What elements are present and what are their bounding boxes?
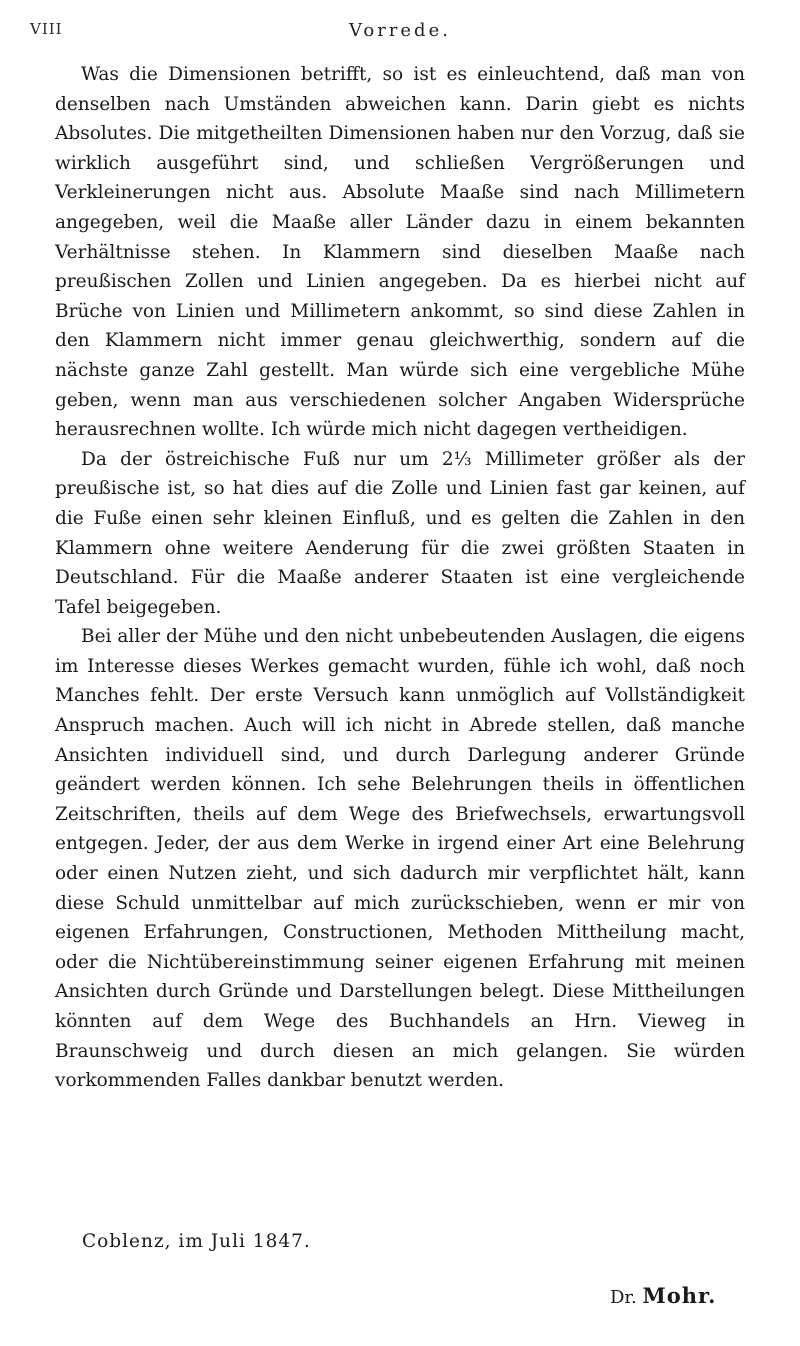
paragraph-acknowledgement: Bei aller der Mühe und den nicht unbebeutenden Auslagen, die eigens im Interesse dieses Werkes gemacht wurden, fühle ich wohl, daß noch Manches fehlt. Der erste Versuch kann unmöglich auf Vollständigkeit Anspruch machen. Auch will ich nicht in Abrede stellen, daß manche Ansichten individuell sind, und durch Darlegung anderer Gründe geändert werden können. Ich sehe Belehrungen theils in öffentlichen Zeitschriften, theils auf dem Wege des Briefwechsels, erwartungsvoll entgegen. Jeder, der aus dem Werke in irgend einer Art eine Belehrung oder einen Nutzen zieht, und sich dadurch mir verpflichtet hält, kann diese Schuld unmittelbar auf mich zurückschieben, wenn er mir von eigenen Erfahrungen, Constructionen, Methoden Mittheilung macht, oder die Nichtübereinstimmung seiner eigenen Erfahrung mit meinen Ansichten durch Gründe und Darstellungen belegt. Diese Mittheilungen könnten auf dem Wege des Buchhandels an Hrn. Vieweg in Braunschweig und durch diesen an mich gelangen. Sie würden vorkommenden Falles dankbar benutzt werden.	[55, 626, 745, 1092]
dateline: Coblenz, im Juli 1847.	[82, 1231, 311, 1252]
page-number: VIII	[30, 20, 63, 38]
signature-name: Mohr.	[642, 1283, 717, 1308]
signature-title: Dr.	[610, 1287, 637, 1308]
running-head-title: Vorrede.	[349, 20, 451, 41]
paragraph-austrian-foot: Da der östreichische Fuß nur um 2⅓ Millimeter größer als der preußische ist, so hat dies auf die Zolle und Linien fast gar keinen, auf die Fuße einen sehr kleinen Einfluß, und es gelten die Zahlen in den Klammern ohne weitere Aenderung für die zwei größten Staaten in Deutschland. Für die Maaße anderer Staaten ist eine vergleichende Tafel beigegeben.	[55, 448, 745, 618]
paragraph-dimensions: Was die Dimensionen betrifft, so ist es einleuchtend, daß man von denselben nach Umständen abweichen kann. Darin giebt es nichts Absolutes. Die mitgetheilten Dimensionen haben nur den Vorzug, daß sie wirklich ausgeführt sind, und schließen Vergrößerungen und Verkleinerungen nicht aus. Absolute Maaße sind nach Millimetern angegeben, weil die Maaße aller Länder dazu in einem bekannten Verhältnisse stehen. In Klammern sind dieselben Maaße nach preußischen Zollen und Linien angegeben. Da es hierbei nicht auf Brüche von Linien und Millimetern ankommt, so sind diese Zahlen in den Klammern nicht immer genau gleichwerthig, sondern auf die nächste ganze Zahl gestellt. Man würde sich eine vergebliche Mühe geben, wenn man aus verschiedenen solcher Angaben Widersprüche herausrechnen wollte. Ich würde mich nicht dagegen vertheidigen.	[55, 64, 745, 441]
signature	[610, 1283, 716, 1308]
preface-body	[55, 60, 745, 1096]
running-head	[30, 20, 770, 46]
